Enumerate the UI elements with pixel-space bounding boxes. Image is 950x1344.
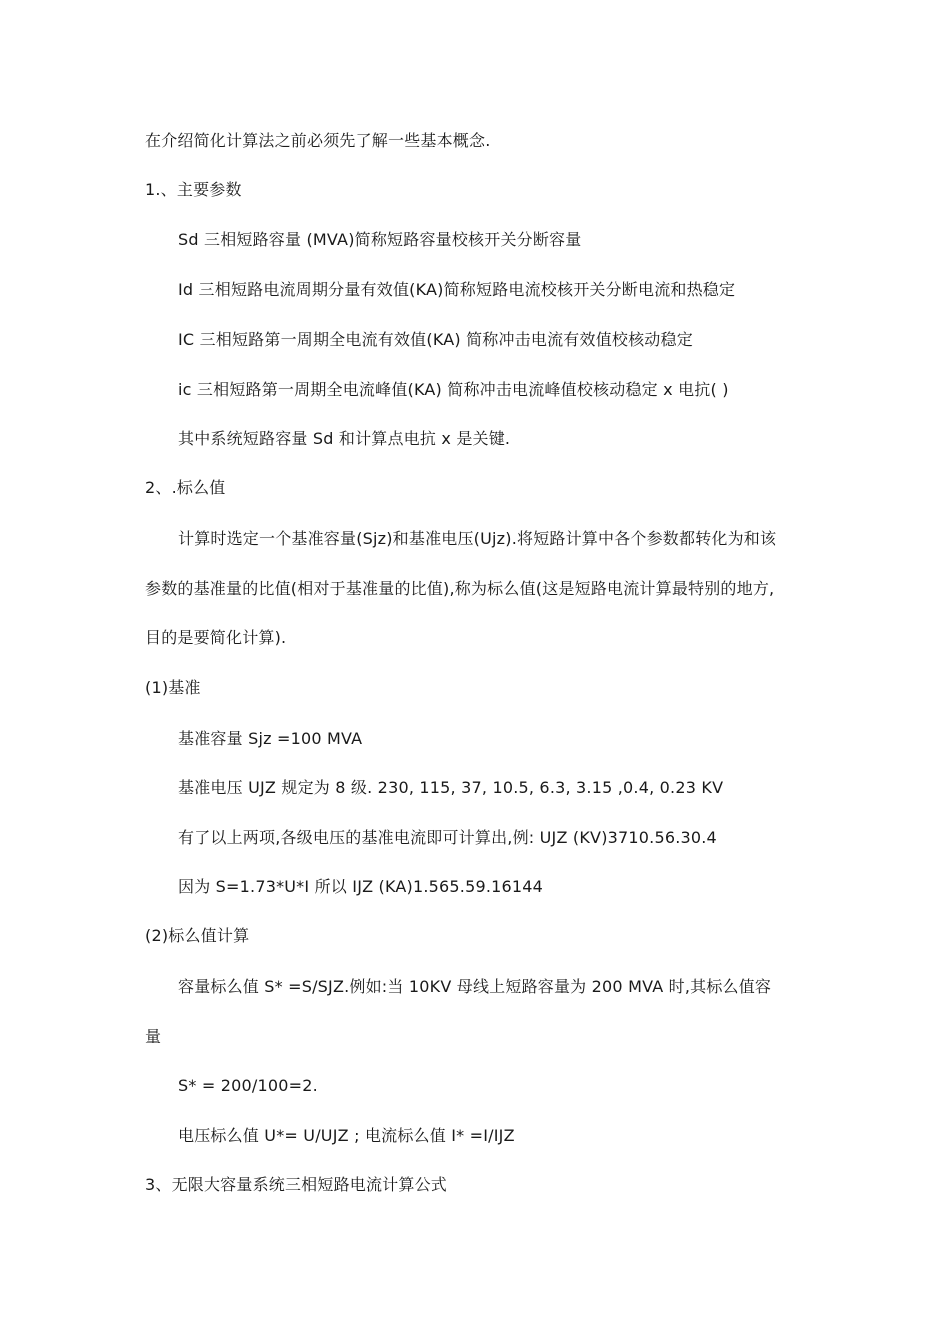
- base-voltage: 基准电压 UJZ 规定为 8 级. 230, 115, 37, 10.5, 6.3, 3.15 ,0.4, 0.23 KV: [178, 778, 724, 797]
- per-unit-paragraph-line-2: 参数的基准量的比值(相对于基准量的比值),称为标么值(这是短路电流计算最特别的地方,: [145, 579, 775, 598]
- voltage-current-per-unit: 电压标么值 U*= U/UJZ ; 电流标么值 I* =I/IJZ: [178, 1126, 515, 1145]
- per-unit-paragraph-line-3: 目的是要简化计算).: [145, 628, 287, 647]
- section-2-heading: 2、.标么值: [145, 478, 226, 497]
- section-3-heading: 3、无限大容量系统三相短路电流计算公式: [145, 1175, 447, 1194]
- capacity-per-unit-result: S* = 200/100=2.: [178, 1076, 318, 1095]
- section-1-heading: 1.、主要参数: [145, 180, 242, 199]
- param-sd: Sd 三相短路容量 (MVA)简称短路容量校核开关分断容量: [178, 230, 582, 249]
- base-capacity: 基准容量 Sjz =100 MVA: [178, 729, 363, 748]
- capacity-per-unit-line-1: 容量标么值 S* =S/SJZ.例如:当 10KV 母线上短路容量为 200 MVA 时,其标么值容: [178, 977, 772, 996]
- base-current-example: 有了以上两项,各级电压的基准电流即可计算出,例: UJZ (KV)3710.56.30.4: [178, 828, 717, 847]
- base-current-formula: 因为 S=1.73*U*I 所以 IJZ (KA)1.565.59.16144: [178, 877, 544, 896]
- intro-paragraph: 在介绍简化计算法之前必须先了解一些基本概念.: [145, 131, 491, 150]
- param-id: Id 三相短路电流周期分量有效值(KA)简称短路电流校核开关分断电流和热稳定: [178, 280, 736, 299]
- capacity-per-unit-line-2: 量: [145, 1027, 162, 1046]
- param-ic-upper: IC 三相短路第一周期全电流有效值(KA) 简称冲击电流有效值校核动稳定: [178, 330, 693, 349]
- param-key-note: 其中系统短路容量 Sd 和计算点电抗 x 是关键.: [178, 429, 511, 448]
- subsection-2-heading: (2)标么值计算: [145, 926, 250, 945]
- per-unit-paragraph-line-1: 计算时选定一个基准容量(Sjz)和基准电压(Ujz).将短路计算中各个参数都转化为和该: [178, 529, 777, 548]
- subsection-1-heading: (1)基准: [145, 678, 201, 697]
- param-ic-lower: ic 三相短路第一周期全电流峰值(KA) 简称冲击电流峰值校核动稳定 x 电抗( ): [178, 380, 729, 399]
